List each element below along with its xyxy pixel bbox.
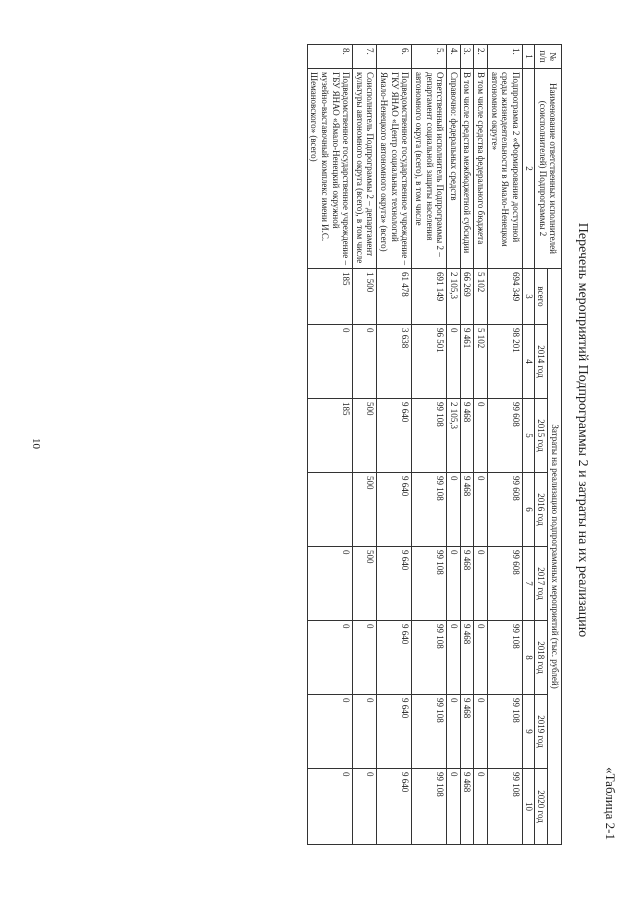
row-value: 99 108 <box>487 695 522 769</box>
header-year: 2020 год <box>534 769 548 845</box>
row-value: 96 501 <box>412 325 447 399</box>
row-value: 0 <box>307 769 352 845</box>
row-number: 2. <box>474 45 488 69</box>
row-number: 7. <box>353 45 377 69</box>
row-value <box>307 473 352 547</box>
header-costs: Затраты на реализацию подпрограммных мероприятий (тыс. рублей) <box>548 269 562 845</box>
row-value: 99 108 <box>412 695 447 769</box>
row-value: 9 640 <box>377 695 412 769</box>
row-value: 0 <box>447 695 461 769</box>
row-value: 0 <box>474 399 488 473</box>
row-number: 8. <box>307 45 352 69</box>
row-value: 9 468 <box>460 547 474 621</box>
row-name: Соисполнитель Подпрограммы 2 – департамент культуры автономного округа (всего), в том числе <box>353 69 377 269</box>
header-year: 2016 год <box>534 473 548 547</box>
page-number: 10 <box>30 438 42 449</box>
row-value: 9 468 <box>460 621 474 695</box>
row-value: 9 468 <box>460 399 474 473</box>
row-name: Справочно: федеральных средств <box>447 69 461 269</box>
column-index: 8 <box>522 621 534 695</box>
row-value: 0 <box>474 621 488 695</box>
header-total: всего <box>534 269 548 325</box>
table-row <box>460 45 474 845</box>
row-value: 0 <box>353 695 377 769</box>
row-value: 2 105,3 <box>447 399 461 473</box>
row-value: 0 <box>474 695 488 769</box>
row-value: 500 <box>353 547 377 621</box>
row-value: 0 <box>447 547 461 621</box>
row-value: 9 468 <box>460 473 474 547</box>
row-value: 99 108 <box>412 769 447 845</box>
table-row <box>447 45 461 845</box>
row-value: 99 108 <box>412 621 447 695</box>
row-value: 500 <box>353 473 377 547</box>
row-name: В том числе средства межбюджетной субсидии <box>460 69 474 269</box>
row-total: 1 500 <box>353 269 377 325</box>
row-value: 0 <box>474 473 488 547</box>
document-title: Перечень мероприятий Подпрограммы 2 и затраты на их реализацию <box>575 222 590 638</box>
column-index: 9 <box>522 695 534 769</box>
row-value: 0 <box>353 769 377 845</box>
row-value: 9 468 <box>460 769 474 845</box>
header-year: 2019 год <box>534 695 548 769</box>
column-index: 7 <box>522 547 534 621</box>
row-value: 98 201 <box>487 325 522 399</box>
table-reference: «Таблица 2-1 <box>603 767 618 840</box>
row-value: 9 640 <box>377 621 412 695</box>
row-value: 99 108 <box>487 621 522 695</box>
row-value: 9 468 <box>460 695 474 769</box>
row-value: 500 <box>353 399 377 473</box>
row-value: 99 108 <box>412 473 447 547</box>
row-value: 5 102 <box>474 325 488 399</box>
row-value: 0 <box>447 769 461 845</box>
row-value: 99 608 <box>487 473 522 547</box>
row-value: 0 <box>353 621 377 695</box>
row-value: 9 640 <box>377 769 412 845</box>
column-index: 2 <box>522 69 534 269</box>
row-value: 9 461 <box>460 325 474 399</box>
row-value: 0 <box>447 325 461 399</box>
table-row <box>377 45 412 845</box>
row-total: 694 349 <box>487 269 522 325</box>
row-name: Подведомственное государственное учреждение – ГКУ ЯНАО «Центр социальных технологий Ямало-Ненецкого автономного округа» (всего) <box>377 69 412 269</box>
row-value: 9 640 <box>377 547 412 621</box>
row-value: 0 <box>307 695 352 769</box>
row-value: 0 <box>447 473 461 547</box>
row-value: 185 <box>307 399 352 473</box>
row-total: 185 <box>307 269 352 325</box>
row-value: 99 608 <box>487 547 522 621</box>
row-total: 2 105,3 <box>447 269 461 325</box>
row-value: 0 <box>447 621 461 695</box>
column-index: 3 <box>522 269 534 325</box>
row-name: Ответственный исполнитель Подпрограммы 2 – департамент социальной защиты населения автономного округа (всего), в том числе <box>412 69 447 269</box>
table-row <box>474 45 488 845</box>
row-number: 1. <box>487 45 522 69</box>
row-total: 61 478 <box>377 269 412 325</box>
header-year: 2015 год <box>534 399 548 473</box>
row-value: 9 640 <box>377 399 412 473</box>
row-name: В том числе средства федерального бюджета <box>474 69 488 269</box>
row-name: Подпрограмма 2 «Формирование доступной среды жизнедеятельности в Ямало-Ненецком автономном округе» <box>487 69 522 269</box>
costs-table <box>307 44 562 845</box>
table-row <box>412 45 447 845</box>
row-value: 99 108 <box>412 547 447 621</box>
header-row-1 <box>548 45 562 845</box>
table-row <box>353 45 377 845</box>
row-value: 0 <box>307 547 352 621</box>
row-number: 5. <box>412 45 447 69</box>
rotated-page <box>60 10 620 850</box>
row-number: 3. <box>460 45 474 69</box>
row-number: 6. <box>377 45 412 69</box>
row-value: 0 <box>307 325 352 399</box>
row-value: 99 108 <box>487 769 522 845</box>
table-row <box>307 45 352 845</box>
header-name: Наименование ответственных исполнителей (соисполнителей) Подпрограммы 2 <box>534 69 561 269</box>
row-number: 4. <box>447 45 461 69</box>
row-value: 0 <box>474 769 488 845</box>
header-year: 2017 год <box>534 547 548 621</box>
column-index: 5 <box>522 399 534 473</box>
row-value: 99 108 <box>412 399 447 473</box>
column-index: 10 <box>522 769 534 845</box>
row-value: 99 608 <box>487 399 522 473</box>
column-index: 1 <box>522 45 534 69</box>
row-value: 0 <box>474 547 488 621</box>
row-total: 66 269 <box>460 269 474 325</box>
column-index: 4 <box>522 325 534 399</box>
row-value: 0 <box>307 621 352 695</box>
row-value: 3 638 <box>377 325 412 399</box>
row-name: Подведомственное государственное учреждение – ГБУ ЯНАО «Ямало-Ненецкий окружной музейно-выставочный комплекс имени И.С. Шемановского» (всего) <box>307 69 352 269</box>
column-index: 6 <box>522 473 534 547</box>
row-total: 691 149 <box>412 269 447 325</box>
table-row <box>487 45 522 845</box>
column-index-row <box>522 45 534 845</box>
row-value: 9 640 <box>377 473 412 547</box>
header-no: № п/п <box>534 45 561 69</box>
header-year: 2018 год <box>534 621 548 695</box>
row-value: 0 <box>353 325 377 399</box>
row-total: 5 102 <box>474 269 488 325</box>
header-year: 2014 год <box>534 325 548 399</box>
